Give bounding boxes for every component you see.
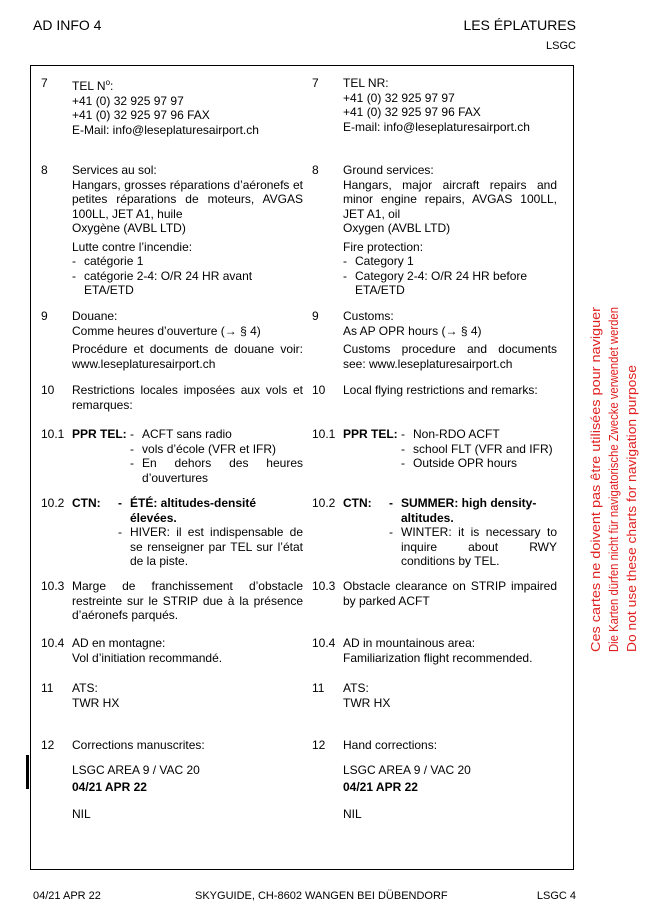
section-number: 8 [312, 163, 319, 177]
ppr-item: - En dehors des heures d’ouvertures [130, 456, 303, 485]
section-number: 10.2 [41, 496, 65, 510]
services-text: Hangars, grosses réparations d’aéronefs et petites réparations de moteurs, AVGAS 100LL, JET A1, huile [72, 177, 303, 221]
section-number: 9 [312, 309, 319, 323]
ppr-item: - Non-RDO ACFT [401, 427, 557, 442]
section-title: TEL N [72, 79, 106, 93]
customs-text: Customs procedure and documents see: www.leseplaturesairport.ch [343, 342, 557, 371]
ctn-winter: - HIVER: il est indispensable de se renseigner par TEL sur l’état de la piste. [118, 525, 303, 569]
correction-ref: LSGC AREA 9 / VAC 20 [72, 762, 200, 777]
content-frame: 7 TEL $N^o$: +41 (0) 32 925 97 97 +41 (0) 32 925 97 96 FAX E-Mail: info@leseplaturesairport.ch 8 Services au sol: Hangars, grosses réparations d’aéronefs et petites réparations de moteurs, AVGAS 100LL, JET A1, huile Oxygène (AVBL LTD) Lutte contre l’incendie: - catégorie 1 - catégorie 2-4: O/R 24 HR avant ETA/ETD 9 Douane: Comme heures d’ouverture (→ § 4) Procédure et documents de douane voir: www.leseplaturesairport.ch 10 Restrictions locales imposées aux vols et remarques: 10.1 PPR TEL: - ACFT sans radio - vols d’école (VFR et IFR) - En dehors des heures d’ouvertures 10.2 CTN: - ÉTÉ: altitudes-densité élevées. - HIVER: il est indispensable de se renseigner par TEL sur l’état de la piste. 10.3 Marge de franchissement d’obstacle restreinte sur le STRIP due à la présence d’aéronefs parqués. 10.4 AD en montagne: Vol d’initiation recommandé. 11 ATS: TWR HX 12 Corrections manuscrites: LSGC AREA 9 / VAC 20 04/21 APR 22 NIL 7 TEL NR: +41 (0) 32 925 97 97 +41 (0) 32 925 97 96 FAX E-mail: info@leseplaturesairport.ch 8 Ground services: Hangars, major aircraft repairs and minor engine repairs, AVGAS 100LL, JET A1, oil Oxygen (AVBL LTD) Fire protection: - Category 1 - Category 2-4: O/R 24 HR before ETA/ETD 9 Customs: As AP OPR hours (→ § 4) Customs procedure and documents see: www.leseplaturesairport.ch 10 Local flying restrictions and remarks: 10.1 PPR TEL: - Non-RDO ACFT - school FLT (VFR and IFR) - Outside OPR hours 10.2 CTN: - SUMMER: high density-altitudes. - WINTER: it is necessary to inquire about RWY conditions by TEL. 10.3 Obstacle clearance on STRIP impaired by parked ACFT 10.4 AD in mountainous area: Familiarization flight recommended. 11 ATS: TWR HX 12 Hand corrections: LSGC AREA 9 / VAC 20 04/21 APR 22 NIL [30, 65, 574, 870]
section-title: ATS: [72, 681, 98, 695]
header-title: LES ÉPLATURES [463, 17, 576, 33]
section-number: 10 [41, 383, 55, 397]
section-title: Corrections manuscrites: [72, 738, 205, 752]
fire-item: - catégorie 1 [72, 254, 303, 269]
email-line: E-mail: info@leseplaturesairport.ch [343, 119, 530, 134]
section-number: 7 [312, 76, 319, 90]
section-number: 10.4 [312, 636, 336, 650]
section-title: Local flying restrictions and remarks: [343, 383, 538, 397]
section-title: AD en montagne: [72, 636, 166, 650]
section-title: Services au sol: [72, 163, 157, 177]
fax-line: +41 (0) 32 925 97 96 FAX [343, 105, 481, 119]
footer-publisher: SKYGUIDE, CH-8602 WANGEN BEI DÜBENDORF [195, 890, 448, 902]
section-number: 12 [312, 738, 326, 752]
section-title: Customs: [343, 309, 394, 323]
section-number: 9 [41, 309, 48, 323]
ctn-winter: - WINTER: it is necessary to inquire about RWY conditions by TEL. [389, 525, 557, 569]
oxygen-line: Oxygen (AVBL LTD) [343, 221, 451, 235]
ppr-label: PPR TEL [72, 427, 123, 441]
disclaimer-fr: Ces cartes ne doivent pas être utilisées pour naviguer [588, 337, 603, 652]
ppr-label: PPR TEL [343, 427, 394, 441]
ctn-label: CTN: [72, 496, 101, 510]
obstacle-text: Marge de franchissement d’obstacle restreinte sur le STRIP due à la présence d’aéronefs parqués. [72, 579, 303, 622]
ppr-item: - Outside OPR hours [401, 456, 557, 471]
change-bar [26, 755, 29, 789]
fire-title: Lutte contre l’incendie: [72, 239, 193, 254]
ppr-item: - ACFT sans radio [130, 427, 303, 442]
section-number: 10.1 [41, 427, 65, 441]
section-title: Restrictions locales imposées aux vols et remarques: [72, 383, 303, 412]
phone-line: +41 (0) 32 925 97 97 [343, 90, 455, 105]
navigation-disclaimer [585, 307, 645, 652]
fax-line: +41 (0) 32 925 97 96 FAX [72, 108, 210, 122]
mountain-note: Vol d’initiation recommandé. [72, 650, 223, 665]
section-number: 10.3 [312, 579, 336, 593]
section-number: 11 [312, 681, 325, 695]
correction-nil: NIL [72, 806, 91, 821]
section-title: AD in mountainous area: [343, 636, 476, 650]
mountain-note: Familiarization flight recommended. [343, 650, 533, 665]
fire-item: - Category 1 [343, 254, 557, 269]
section-number: 10.1 [312, 427, 336, 441]
obstacle-text: Obstacle clearance on STRIP impaired by parked ACFT [343, 579, 557, 608]
header-code: LSGC [546, 40, 576, 52]
hours-line: Comme heures d’ouverture (→ § 4) [72, 323, 261, 338]
section-number: 10.4 [41, 636, 65, 650]
title-colon: : [110, 79, 114, 93]
ppr-item: - school FLT (VFR and IFR) [401, 442, 557, 457]
services-text: Hangars, major aircraft repairs and minor engine repairs, AVGAS 100LL, JET A1, oil [343, 177, 557, 221]
correction-ref: LSGC AREA 9 / VAC 20 [343, 762, 471, 777]
section-title: Ground services: [343, 163, 434, 177]
hours-line: As AP OPR hours (→ § 4) [343, 323, 482, 338]
ctn-summer: - ÉTÉ: altitudes-densité élevées. [118, 496, 303, 525]
section-number: 10 [312, 383, 326, 397]
footer-page: LSGC 4 [536, 890, 576, 902]
title-superscript: o [105, 78, 111, 87]
ctn-label: CTN: [343, 496, 372, 510]
customs-text: Procédure et documents de douane voir: www.leseplaturesairport.ch [72, 342, 303, 371]
phone-line: +41 (0) 32 925 97 97 [72, 93, 184, 108]
section-number: 10.3 [41, 579, 65, 593]
section-title: Douane: [72, 309, 118, 323]
fire-item: - Category 2-4: O/R 24 HR before ETA/ETD [343, 269, 557, 298]
ctn-summer: - SUMMER: high density-altitudes. [389, 496, 557, 525]
correction-nil: NIL [343, 806, 362, 821]
ppr-item: - vols d’école (VFR et IFR) [130, 442, 303, 457]
disclaimer-de: Die Karten dürfen nicht für navigatorische Zwecke verwendet werden [606, 307, 621, 652]
section-title: ATS: [343, 681, 369, 695]
section-number: 12 [41, 738, 55, 752]
disclaimer-en: Do not use these charts for navigation purpose [624, 378, 639, 652]
oxygen-line: Oxygène (AVBL LTD) [72, 221, 186, 235]
section-title: Hand corrections: [343, 738, 438, 752]
correction-date: 04/21 APR 22 [343, 780, 418, 794]
ats-unit: TWR HX [72, 695, 120, 710]
section-number: 11 [41, 681, 54, 695]
section-number: 10.2 [312, 496, 336, 510]
disclaimer-svg [585, 307, 645, 652]
header-left: AD INFO 4 [33, 17, 102, 33]
fire-title: Fire protection: [343, 239, 424, 254]
footer-date: 04/21 APR 22 [33, 890, 101, 902]
section-number: 8 [41, 163, 48, 177]
fire-item: - catégorie 2-4: O/R 24 HR avant ETA/ETD [72, 269, 303, 298]
email-line: E-Mail: info@leseplaturesairport.ch [72, 122, 259, 137]
ats-unit: TWR HX [343, 695, 391, 710]
section-number: 7 [41, 76, 48, 90]
correction-date: 04/21 APR 22 [72, 780, 147, 794]
section-title: TEL NR: [343, 76, 389, 90]
